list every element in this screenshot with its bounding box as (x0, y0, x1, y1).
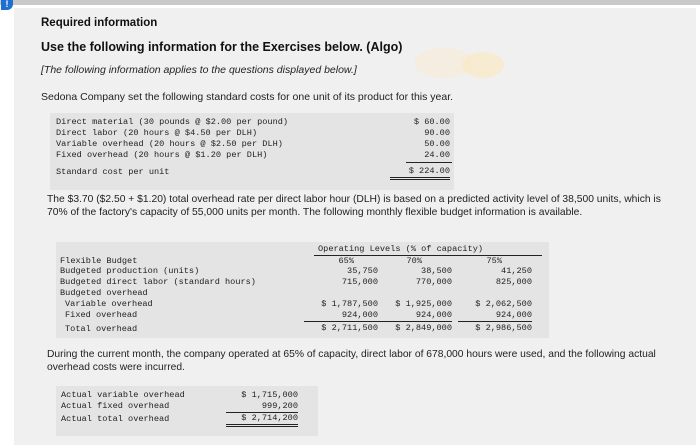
actual-row-label: Actual total overhead (61, 414, 170, 424)
actual-paragraph: During the current month, the company operated at 65% of capacity, direct labor of 678,000 hours were used, and the following actual overhead costs were incurred. (47, 349, 656, 373)
top-border (0, 0, 700, 5)
actual-row-label: Actual variable overhead (61, 390, 185, 400)
level-75: 75% (486, 256, 502, 266)
flexible-budget-table (56, 242, 549, 338)
std-row-value: 90.00 (424, 128, 450, 138)
std-row-label: Direct material (30 pounds @ $2.00 per pound) (56, 117, 289, 127)
std-total-label: Standard cost per unit (56, 167, 170, 177)
flex-cell: 770,000 (415, 277, 452, 287)
flex-row-label: Total overhead (65, 324, 138, 334)
intro-text: Sedona Company set the following standard costs for one unit of its product for this year. (41, 91, 454, 103)
glare-decoration (462, 52, 504, 78)
std-row-value: 24.00 (424, 150, 450, 160)
required-info-heading: Required information (41, 17, 158, 29)
alert-icon: ! (1, 0, 13, 10)
flex-cell: $ 2,711,500 (321, 323, 378, 333)
flex-cell: 38,500 (421, 266, 452, 276)
actual-costs-table (56, 386, 318, 436)
flex-row-label: Budgeted overhead (60, 288, 148, 298)
level-65: 65% (338, 256, 354, 266)
actual-row-label: Actual fixed overhead (61, 401, 170, 411)
std-row-label: Variable overhead (20 hours @ $2.50 per DLH) (56, 139, 283, 149)
std-row-label: Direct labor (20 hours @ $4.50 per DLH) (56, 128, 258, 138)
level-70: 70% (406, 256, 422, 266)
flex-cell: $ 2,986,500 (475, 323, 532, 333)
flex-cell: $ 1,787,500 (321, 299, 378, 309)
actual-row-value: $ 2,714,200 (226, 413, 298, 427)
flex-cell: $ 2,849,000 (395, 323, 452, 333)
std-row-value: $ 60.00 (413, 117, 450, 127)
actual-row-value: 999,200 (226, 401, 298, 413)
actual-row-value: $ 1,715,000 (241, 390, 298, 400)
overhead-paragraph: The $3.70 ($2.50 + $1.20) total overhead rate per direct labor hour (DLH) is based on a predicted activity level of 38,500 units, which is 70% of the factory's capacity of 55,000 units per month. The following monthly flexible budget information is available. (47, 194, 661, 218)
flex-row-label: Budgeted direct labor (standard hours) (60, 277, 256, 287)
note-text: [The following information applies to the questions displayed below.] (41, 64, 357, 76)
flex-cell: 924,000 (304, 310, 378, 322)
std-total-value: $ 224.00 (390, 166, 450, 180)
flex-cell: $ 1,925,000 (395, 299, 452, 309)
flex-cell: $ 2,062,500 (475, 299, 532, 309)
flex-cell: 825,000 (495, 277, 532, 287)
flex-title: Flexible Budget (60, 256, 138, 266)
std-row-value: 50.00 (424, 139, 450, 149)
use-info-heading: Use the following information for the Exercises below. (Algo) (41, 40, 403, 54)
flex-cell: 924,000 (378, 310, 452, 322)
content-panel (14, 8, 696, 445)
flex-row-label: Variable overhead (65, 299, 153, 309)
std-rule (406, 162, 452, 163)
flex-cell: 35,750 (347, 266, 378, 276)
flex-row-label: Fixed overhead (65, 310, 138, 320)
flex-cell: 715,000 (341, 277, 378, 287)
flex-cell: 41,250 (501, 266, 532, 276)
flex-cell: 924,000 (458, 310, 532, 322)
operating-levels-header: Operating Levels (% of capacity) (318, 244, 484, 254)
flex-row-label: Budgeted production (units) (60, 266, 200, 276)
standard-cost-table (50, 113, 454, 190)
std-row-label: Fixed overhead (20 hours @ $1.20 per DLH) (56, 150, 268, 160)
